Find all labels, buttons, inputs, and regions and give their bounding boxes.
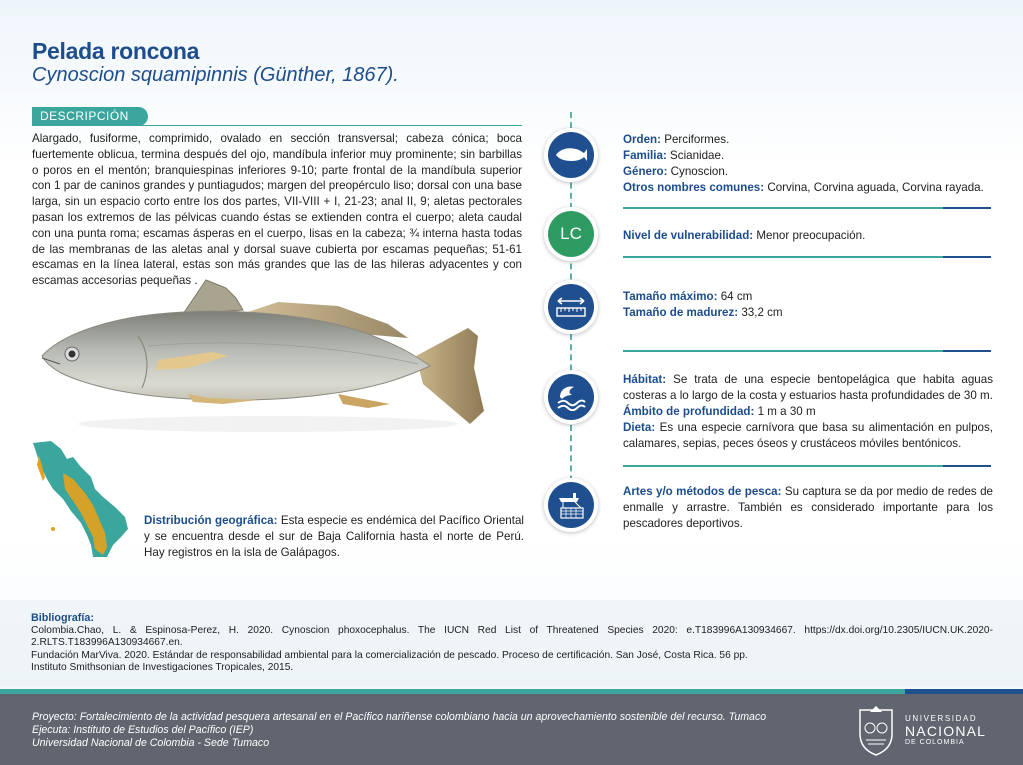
distribution-value: Esta especie es endémica del Pacífico Oriental y se encuentra desde el sur de Baja California hasta el norte de Perú. Hay registros en la isla de Galápagos. — [144, 514, 524, 559]
description-section-label: DESCRIPCIÓN — [32, 107, 148, 126]
familia-value: Scianidae. — [666, 149, 725, 162]
bibliography-entry: Fundación MarViva. 2020. Estándar de responsabilidad ambiental para la comercialización de pescado. Proceso de certificación. San José, Costa Rica. 56 pp. — [31, 649, 748, 661]
genero-label: Género: — [623, 165, 668, 178]
otros-nombres-label: Otros nombres comunes: — [623, 181, 765, 194]
fishing-boat-net-icon — [544, 478, 598, 532]
footer-university-line: Universidad Nacional de Colombia - Sede Tumaco — [32, 737, 270, 749]
maturity-size-label: Tamaño de madurez: — [623, 306, 739, 319]
vulnerability-value: Menor preocupación. — [753, 229, 866, 242]
divider — [623, 465, 991, 467]
fishing-label: Artes y/o métodos de pesca: — [623, 485, 782, 498]
university-seal-icon — [856, 704, 896, 756]
vulnerability-badge-label: LC — [548, 211, 594, 257]
distribution-text — [144, 513, 524, 560]
common-name: Pelada roncona — [32, 38, 200, 64]
bibliography-title: Bibliografía: — [31, 612, 94, 624]
otros-nombres-value: Corvina, Corvina aguada, Corvina rayada. — [764, 181, 984, 194]
orden-value: Perciformes. — [661, 133, 730, 146]
distribution-map — [33, 437, 128, 557]
bibliography — [31, 612, 993, 675]
max-size-label: Tamaño máximo: — [623, 290, 718, 303]
vulnerability-block — [623, 228, 993, 244]
fishing-block — [623, 484, 993, 532]
footer-project-line: Proyecto: Fortalecimiento de la actividad pesquera artesanal en el Pacífico nariñense colombiano hacia un aprovechamiento sostenible del recurso. Tumaco — [32, 711, 767, 723]
divider — [623, 350, 991, 352]
orden-label: Orden: — [623, 133, 662, 146]
diet-label: Dieta: — [623, 421, 656, 434]
university-logo — [856, 702, 1006, 758]
bibliography-entry: Colombia.Chao, L. & Espinosa-Perez, H. 2020. Cynoscion phoxocephalus. The IUCN Red List of Threatened Species 2020: e.T183996A130934667. https://dx.doi.org/10.2305/IUCN.UK.2020-2.RLTS.T183996A130934667.en. — [31, 624, 993, 649]
habitat-value: Se trata de una especie bentopelágica que habita aguas costeras a lo largo de la costa y estuarios hasta profundidades de 30 m. — [623, 373, 993, 402]
max-size-value: 64 cm — [717, 290, 753, 303]
ruler-icon — [544, 280, 598, 334]
vulnerability-label: Nivel de vulnerabilidad: — [623, 229, 754, 242]
size-block — [623, 289, 993, 321]
description-divider — [32, 125, 522, 126]
vulnerability-badge-icon — [544, 207, 598, 261]
maturity-size-value: 33,2 cm — [738, 306, 783, 319]
scientific-name: Cynoscion squamipinnis (Günther, 1867). — [32, 64, 399, 86]
distribution-label: Distribución geográfica: — [144, 514, 278, 527]
familia-label: Familia: — [623, 149, 667, 162]
divider — [623, 256, 991, 258]
logo-word-nacional: NACIONAL — [905, 723, 987, 739]
taxonomy-block — [623, 132, 993, 196]
diet-value: Es una especie carnívora que basa su alimentación en pulpos, calamares, sepias, peces óseos y crustáceos móviles bentónicos. — [623, 421, 993, 450]
genero-value: Cynoscion. — [667, 165, 729, 178]
logo-word-de-colombia: DE COLOMBIA — [905, 739, 965, 746]
fishing-value: Su captura se da por medio de redes de enmalle y arrastre. También es considerado importante para los pescadores deportivos. — [623, 485, 993, 530]
wave-habitat-icon — [544, 370, 598, 424]
fish-silhouette-icon — [544, 128, 598, 182]
footer-executor-line: Ejecuta: Instituto de Estudios del Pacífico (IEP) — [32, 724, 254, 736]
description-text: Alargado, fusiforme, comprimido, ovalado en sección transversal; cabeza cónica; boca fuertemente oblicua, termina después del ojo, mandíbula inferior muy prominente; sin barbillas o poros en el mentón; branquiespinas inferiores 9-10; parte frontal de la mandíbula superior con 1 par de caninos grandes y puntiagudos; margen del preopérculo liso; dorsal con una base larga, sin un espacio corto entre los dos partes, VII-VIII + I, 21-23; anal II, 9; aletas pectorales pasan los extremos de las pélvicas cuando éstas se extienden contra el cuerpo; aleta caudal con una punta roma; escamas ásperas en el cuerpo, lisas en la cabeza; ¾ interna hasta todas de las membranas de las aletas anal y dorsal suave cubierta por escamas pequeñas; 51-61 escamas en la línea lateral, estas son más grandes que las de las hileras adyacentes y con escamas accesorias pequeñas . — [32, 132, 522, 288]
divider — [623, 207, 991, 209]
fish-illustration — [38, 276, 508, 441]
habitat-label: Hábitat: — [623, 373, 667, 386]
habitat-block — [623, 372, 993, 452]
footer-credits — [32, 711, 766, 750]
logo-word-universidad: UNIVERSIDAD — [905, 714, 978, 723]
depth-value: 1 m a 30 m — [754, 405, 816, 418]
depth-label: Ámbito de profundidad: — [623, 405, 755, 418]
bibliography-entry: Instituto Smithsonian de Investigaciones Tropicales, 2015. — [31, 662, 294, 674]
